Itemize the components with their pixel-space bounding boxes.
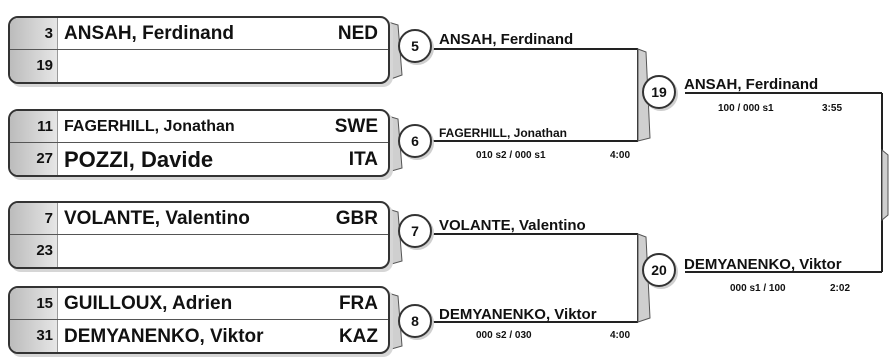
pairing-box-1 bbox=[8, 16, 390, 84]
seed-number: 23 bbox=[10, 235, 58, 267]
fencer-row[interactable] bbox=[10, 320, 388, 352]
fencer-row[interactable] bbox=[10, 18, 388, 50]
seed-number: 11 bbox=[10, 111, 58, 142]
nation-code: KAZ bbox=[338, 326, 378, 347]
bout-winner: DEMYANENKO, Viktor bbox=[439, 306, 597, 323]
nation-code: GBR bbox=[335, 208, 378, 229]
fencer-row[interactable] bbox=[10, 111, 388, 143]
bout-score: 000 s2 / 030 bbox=[476, 330, 532, 341]
fencer-row[interactable] bbox=[10, 235, 388, 267]
fencer-row[interactable] bbox=[10, 288, 388, 320]
bout-number-19[interactable]: 19 bbox=[642, 75, 676, 109]
seed-number: 31 bbox=[10, 320, 58, 352]
pairing-box-4 bbox=[8, 286, 390, 354]
bout-score: 100 / 000 s1 bbox=[718, 103, 774, 114]
fencer-row[interactable] bbox=[10, 203, 388, 235]
fencer-name: POZZI, Davide bbox=[64, 147, 214, 172]
nation-code: SWE bbox=[334, 116, 378, 137]
bout-number-5[interactable]: 5 bbox=[398, 29, 432, 63]
bout-time: 2:02 bbox=[830, 283, 851, 294]
bout-winner: ANSAH, Ferdinand bbox=[684, 76, 819, 93]
bout-score: 010 s2 / 000 s1 bbox=[476, 150, 546, 161]
pairing-box-2 bbox=[8, 109, 390, 177]
bout-winner: FAGERHILL, Jonathan bbox=[439, 126, 568, 140]
bout-number-20[interactable]: 20 bbox=[642, 253, 676, 287]
nation-code: ITA bbox=[348, 149, 378, 170]
bout-number-8[interactable]: 8 bbox=[398, 304, 432, 338]
bout-time: 4:00 bbox=[610, 330, 631, 341]
bout-time: 3:55 bbox=[822, 103, 843, 114]
fencer-name: FAGERHILL, Jonathan bbox=[64, 118, 235, 135]
nation-code: NED bbox=[337, 23, 378, 44]
bout-time: 4:00 bbox=[610, 150, 631, 161]
bout-winner: VOLANTE, Valentino bbox=[439, 217, 586, 234]
fencer-row[interactable] bbox=[10, 50, 388, 82]
fencer-name: VOLANTE, Valentino bbox=[64, 208, 250, 229]
fencer-row[interactable] bbox=[10, 143, 388, 175]
seed-number: 27 bbox=[10, 143, 58, 175]
seed-number: 19 bbox=[10, 50, 58, 82]
fencer-name: ANSAH, Ferdinand bbox=[64, 23, 234, 44]
seed-number: 7 bbox=[10, 203, 58, 234]
bout-number-7[interactable]: 7 bbox=[398, 214, 432, 248]
seed-number: 15 bbox=[10, 288, 58, 319]
bout-winner: DEMYANENKO, Viktor bbox=[684, 256, 842, 273]
fencer-name: DEMYANENKO, Viktor bbox=[64, 326, 264, 347]
seed-number: 3 bbox=[10, 18, 58, 49]
bout-number-6[interactable]: 6 bbox=[398, 124, 432, 158]
fencer-name: GUILLOUX, Adrien bbox=[64, 293, 233, 314]
bout-score: 000 s1 / 100 bbox=[730, 283, 786, 294]
bout-winner: ANSAH, Ferdinand bbox=[439, 31, 574, 48]
nation-code: FRA bbox=[338, 293, 378, 314]
pairing-box-3 bbox=[8, 201, 390, 269]
